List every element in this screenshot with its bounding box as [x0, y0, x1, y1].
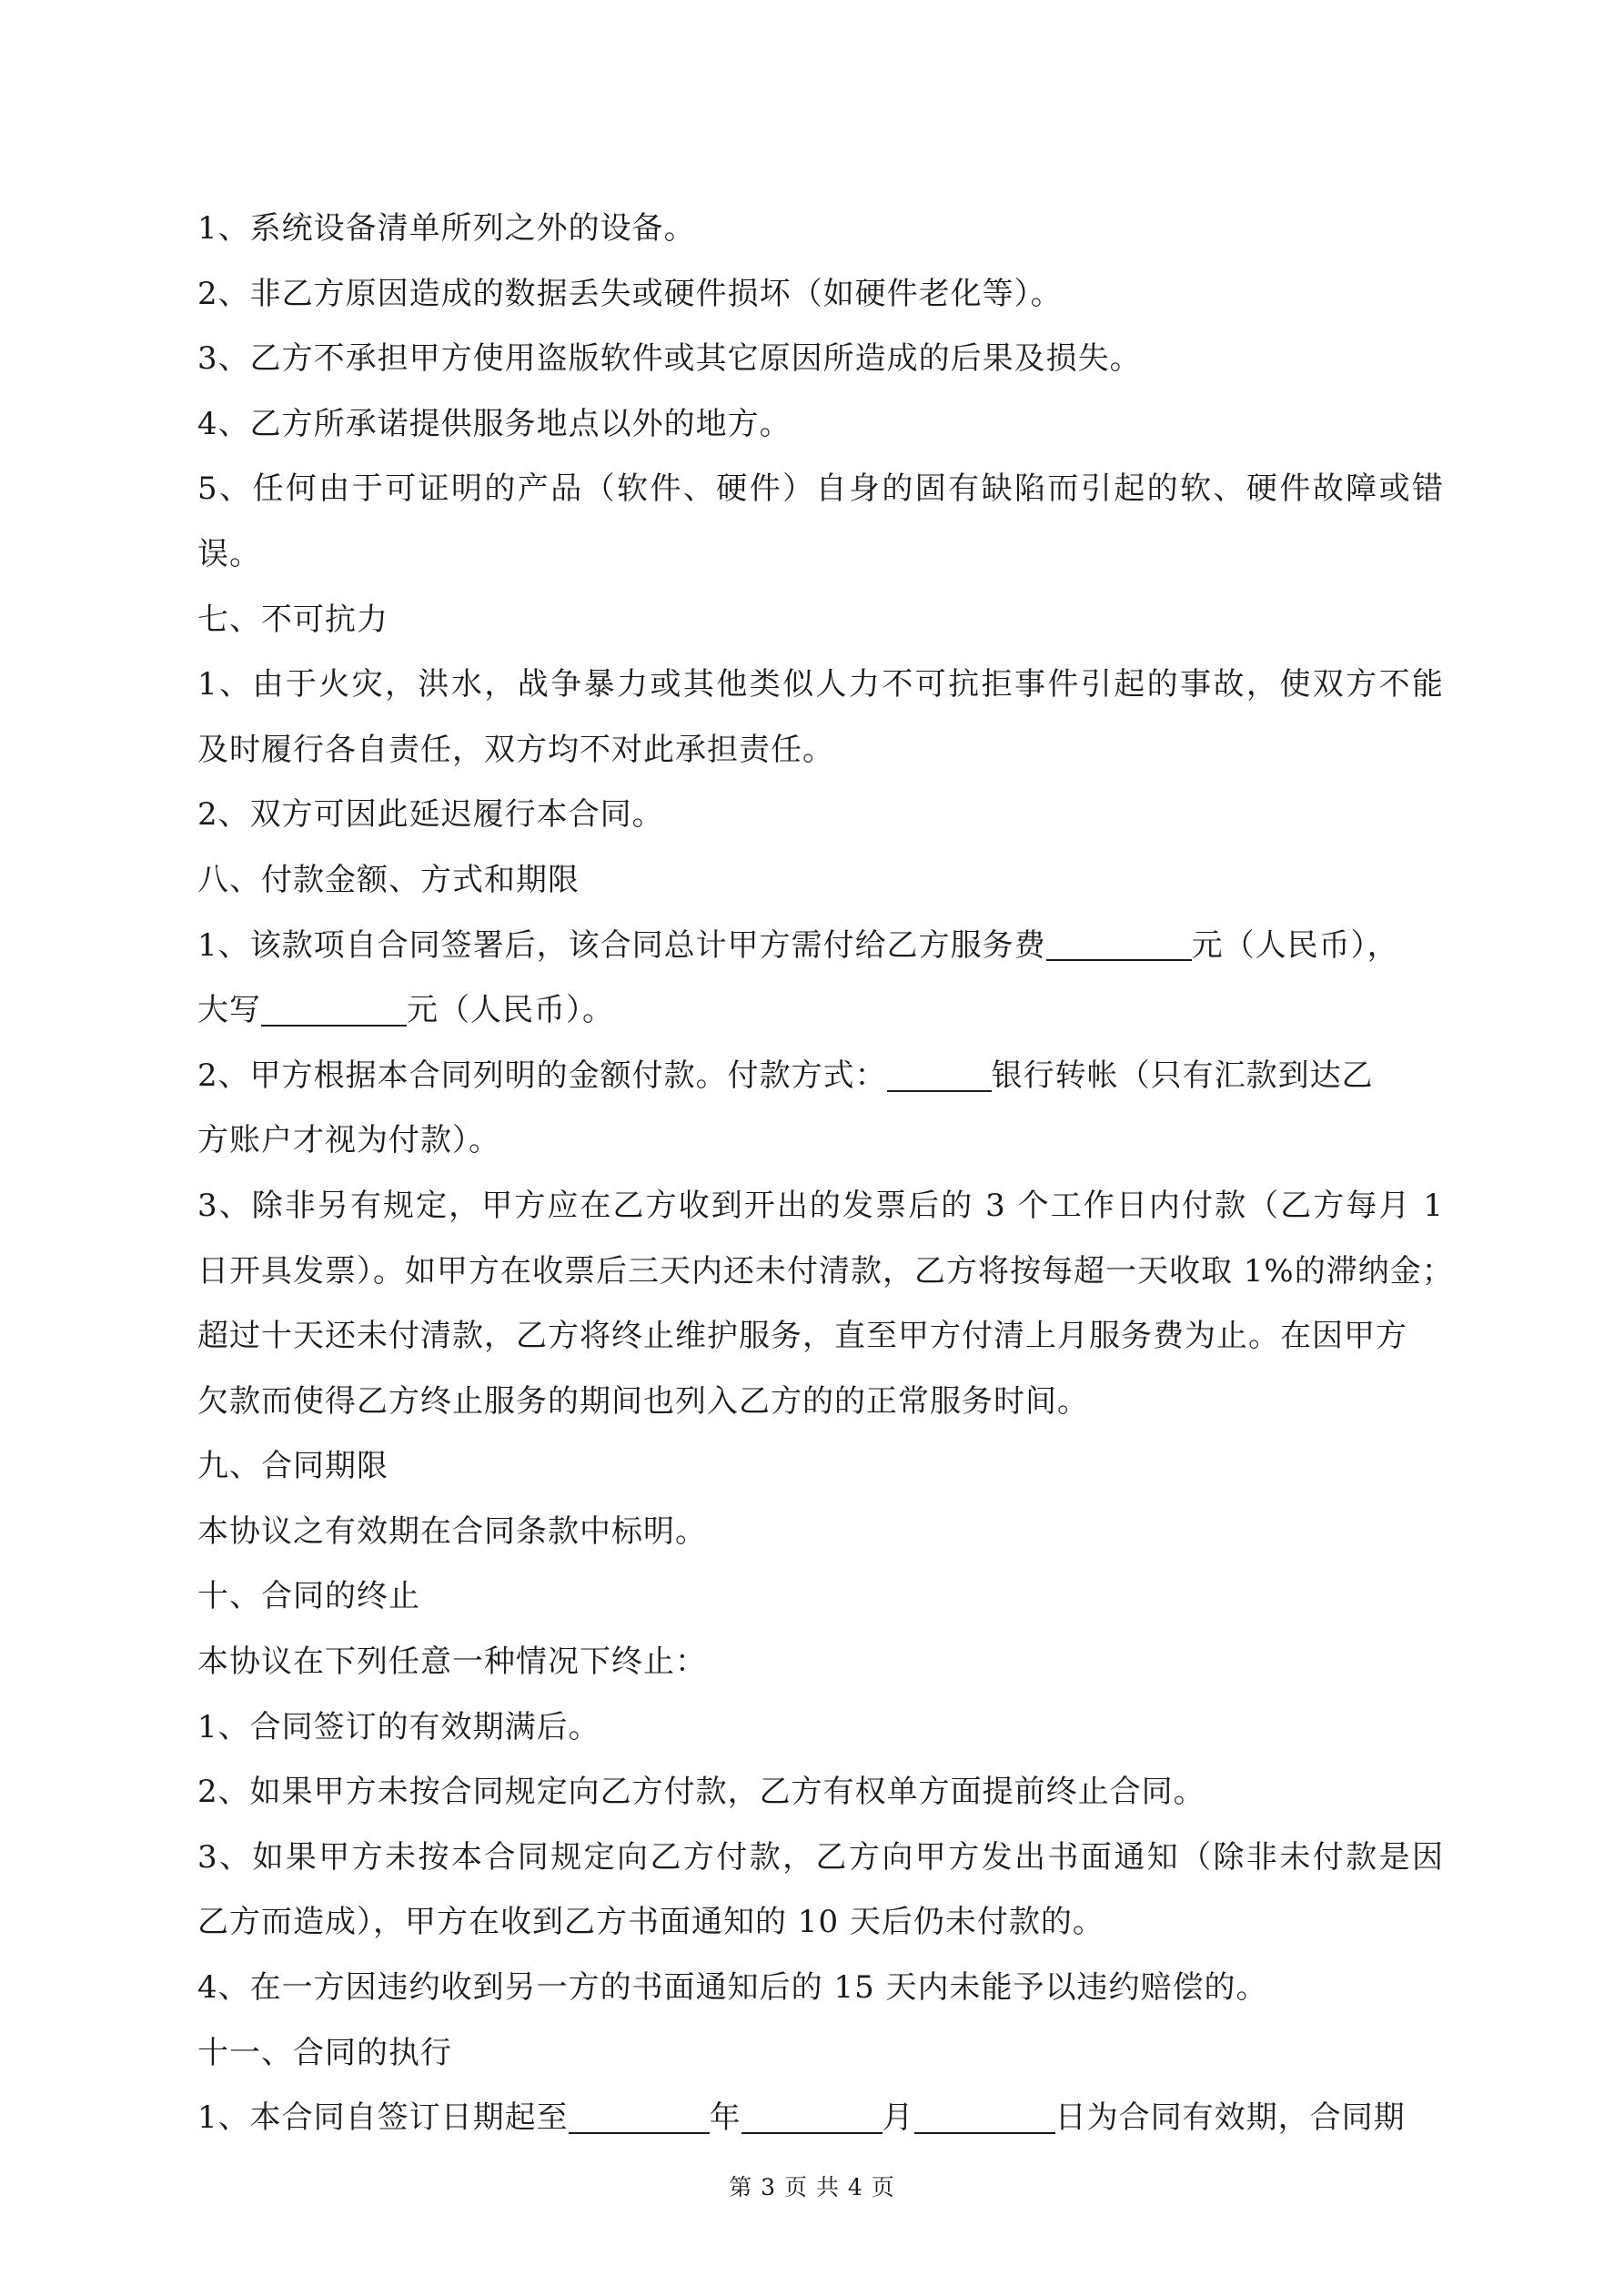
- section-heading: 七、不可抗力: [197, 601, 388, 638]
- payment-amount-line: [197, 914, 1444, 979]
- paragraph-line: 方账户才视为付款）。: [197, 1122, 500, 1159]
- payment-amount-unit: 元（人民币），: [1191, 926, 1399, 964]
- paragraph-line: 误。: [197, 535, 261, 572]
- month-label: 月: [882, 2099, 914, 2137]
- payment-method-line: [197, 1044, 1444, 1109]
- uppercase-amount-blank[interactable]: [261, 992, 407, 1027]
- paragraph-line: 5、任何由于可证明的产品（软件、硬件）自身的固有缺陷而引起的软、硬件故障或错: [197, 470, 1444, 508]
- paragraph-line: 日开具发票）。如甲方在收票后三天内还未付清款，乙方将按每超一天收取 1%的滞纳金；: [197, 1252, 1454, 1290]
- paragraph-line: 4、乙方所承诺提供服务地点以外的地方。: [197, 405, 792, 442]
- year-label: 年: [709, 2099, 741, 2137]
- uppercase-label: 大写: [197, 992, 261, 1029]
- service-fee-blank[interactable]: [1046, 927, 1192, 962]
- paragraph-line: 1、合同签订的有效期满后。: [197, 1708, 600, 1745]
- paragraph-line: 1、由于火灾，洪水，战争暴力或其他类似人力不可抗拒事件引起的事故，使双方不能: [197, 666, 1444, 703]
- document-body: [197, 197, 1454, 2151]
- payment-method-blank[interactable]: [887, 1057, 992, 1092]
- paragraph-line: 本协议之有效期在合同条款中标明。: [197, 1512, 707, 1550]
- day-blank[interactable]: [914, 2099, 1055, 2134]
- paragraph-line: 超过十天还未付清款，乙方将终止维护服务，直至甲方付清上月服务费为止。在因甲方: [197, 1318, 1407, 1355]
- section-heading: 八、付款金额、方式和期限: [197, 861, 580, 898]
- page-number-footer: 第 3 页 共 4 页: [729, 2174, 895, 2200]
- contract-term-rest: 日为合同有效期，合同期: [1054, 2099, 1406, 2137]
- paragraph-line: 2、如果甲方未按合同规定向乙方付款，乙方有权单方面提前终止合同。: [197, 1774, 1205, 1811]
- section-heading: 九、合同期限: [197, 1448, 388, 1485]
- paragraph-line: 乙方而造成），甲方在收到乙方书面通知的 10 天后仍未付款的。: [197, 1904, 1105, 1941]
- paragraph-line: 3、如果甲方未按本合同规定向乙方付款，乙方向甲方发出书面通知（除非未付款是因: [197, 1838, 1444, 1876]
- paragraph-line: 3、除非另有规定，甲方应在乙方收到开出的发票后的 3 个工作日内付款（乙方每月 1: [197, 1187, 1444, 1224]
- paragraph-line: 2、双方可因此延迟履行本合同。: [197, 796, 664, 834]
- paragraph-line: 欠款而使得乙方终止服务的期间也列入乙方的的正常服务时间。: [197, 1382, 1089, 1420]
- paragraph-line: 3、乙方不承担甲方使用盗版软件或其它原因所造成的后果及损失。: [197, 340, 1142, 378]
- payment-amount-text: 1、该款项自合同签署后，该合同总计甲方需付给乙方服务费: [197, 926, 1046, 964]
- section-heading: 十、合同的终止: [197, 1578, 420, 1615]
- payment-method-text: 2、甲方根据本合同列明的金额付款。付款方式：: [197, 1057, 887, 1094]
- contract-term-line: [197, 2086, 1444, 2151]
- paragraph-line: 及时履行各自责任，双方均不对此承担责任。: [197, 731, 834, 768]
- paragraph-line: 本协议在下列任意一种情况下终止：: [197, 1644, 707, 1681]
- section-heading: 十一、合同的执行: [197, 2034, 452, 2071]
- uppercase-unit: 元（人民币）。: [407, 992, 614, 1029]
- paragraph-line: 2、非乙方原因造成的数据丢失或硬件损坏（如硬件老化等）。: [197, 275, 1063, 312]
- payment-method-rest: 银行转帐（只有汇款到达乙: [991, 1057, 1374, 1094]
- paragraph-line: 4、在一方因违约收到另一方的书面通知后的 15 天内未能予以违约赔偿的。: [197, 1969, 1268, 2007]
- contract-term-text: 1、本合同自签订日期起至: [197, 2099, 569, 2137]
- year-blank[interactable]: [569, 2099, 710, 2134]
- paragraph-line: 1、系统设备清单所列之外的设备。: [197, 210, 696, 247]
- payment-uppercase-line: [197, 978, 1444, 1044]
- month-blank[interactable]: [741, 2099, 883, 2134]
